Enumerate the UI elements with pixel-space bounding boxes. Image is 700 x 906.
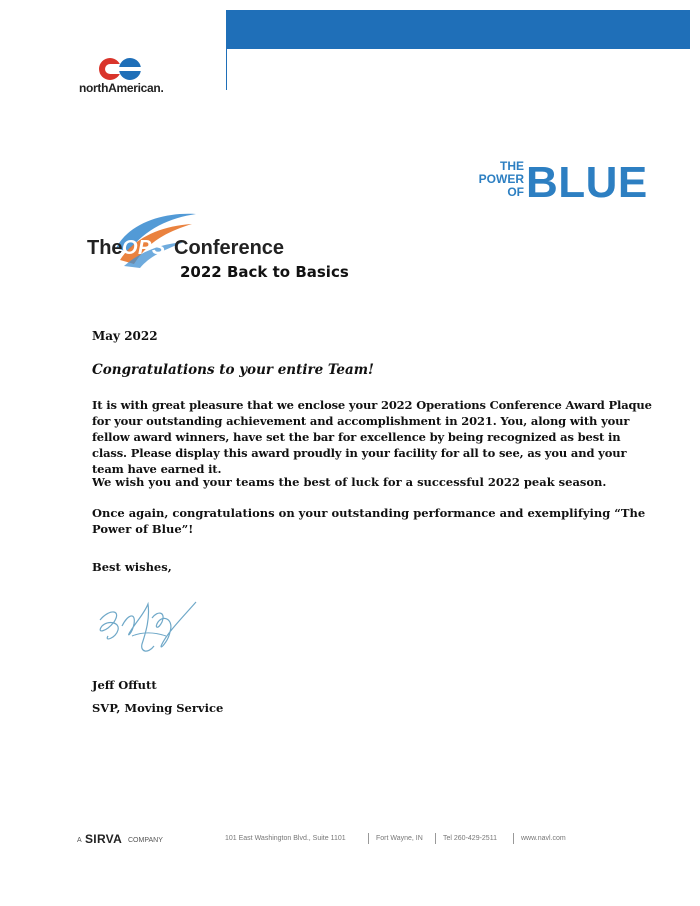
northamerican-logo-icon [98, 57, 142, 81]
footer-company-suffix: COMPANY [128, 837, 163, 844]
footer-separator [435, 833, 436, 844]
footer-separator [513, 833, 514, 844]
letter-paragraph-3: Once again, congratulations on your outstanding performance and exemplifying “The Power of Blue”! [92, 506, 646, 536]
footer-separator [368, 833, 369, 844]
letter-paragraph-1: It is with great pleasure that we enclose your 2022 Operations Conference Award Plaque for your outstanding achievement and accomplishment in 2021. You, along with your fellow award winners, have set the bar for excellence by being recognized as best in class. Please display this award proudly in your facility for all to see, as you and your team have earned it. [92, 398, 652, 476]
letter-closing: Best wishes, [92, 560, 172, 574]
letter-paragraph-2: We wish you and your teams the best of luck for a successful 2022 peak season. [92, 475, 607, 489]
pob-line-of: OF [507, 185, 524, 199]
pob-line-the: THE [500, 159, 524, 173]
header-color-bar [227, 10, 690, 49]
footer-prefix: A [77, 837, 82, 844]
sirva-logo: SIRVA [85, 832, 123, 846]
power-of-blue-small-text [462, 160, 524, 199]
ops-logo-conference: Conference [174, 237, 285, 259]
footer-address: 101 East Washington Blvd., Suite 1101 [225, 835, 346, 842]
signer-title: SVP, Moving Service [92, 701, 224, 715]
power-of-blue-logo [462, 158, 648, 207]
signature-icon [92, 592, 204, 660]
footer-city: Fort Wayne, IN [376, 835, 423, 842]
ops-logo-the: The [87, 237, 123, 259]
letter-greeting: Congratulations to your entire Team! [92, 362, 374, 378]
footer [77, 833, 677, 849]
letter-date: May 2022 [92, 329, 158, 343]
brand-name: northAmerican. [79, 81, 164, 95]
header-bar-edge [226, 10, 227, 90]
signer-name: Jeff Offutt [92, 678, 157, 692]
pob-line-power: POWER [478, 172, 524, 186]
pob-big-blue: BLUE [526, 158, 648, 207]
ops-logo-ops: OPS [122, 237, 166, 259]
conference-subtitle: 2022 Back to Basics [180, 263, 349, 281]
footer-phone: Tel 260-429-2511 [443, 835, 497, 842]
footer-website: www.navl.com [521, 835, 566, 842]
